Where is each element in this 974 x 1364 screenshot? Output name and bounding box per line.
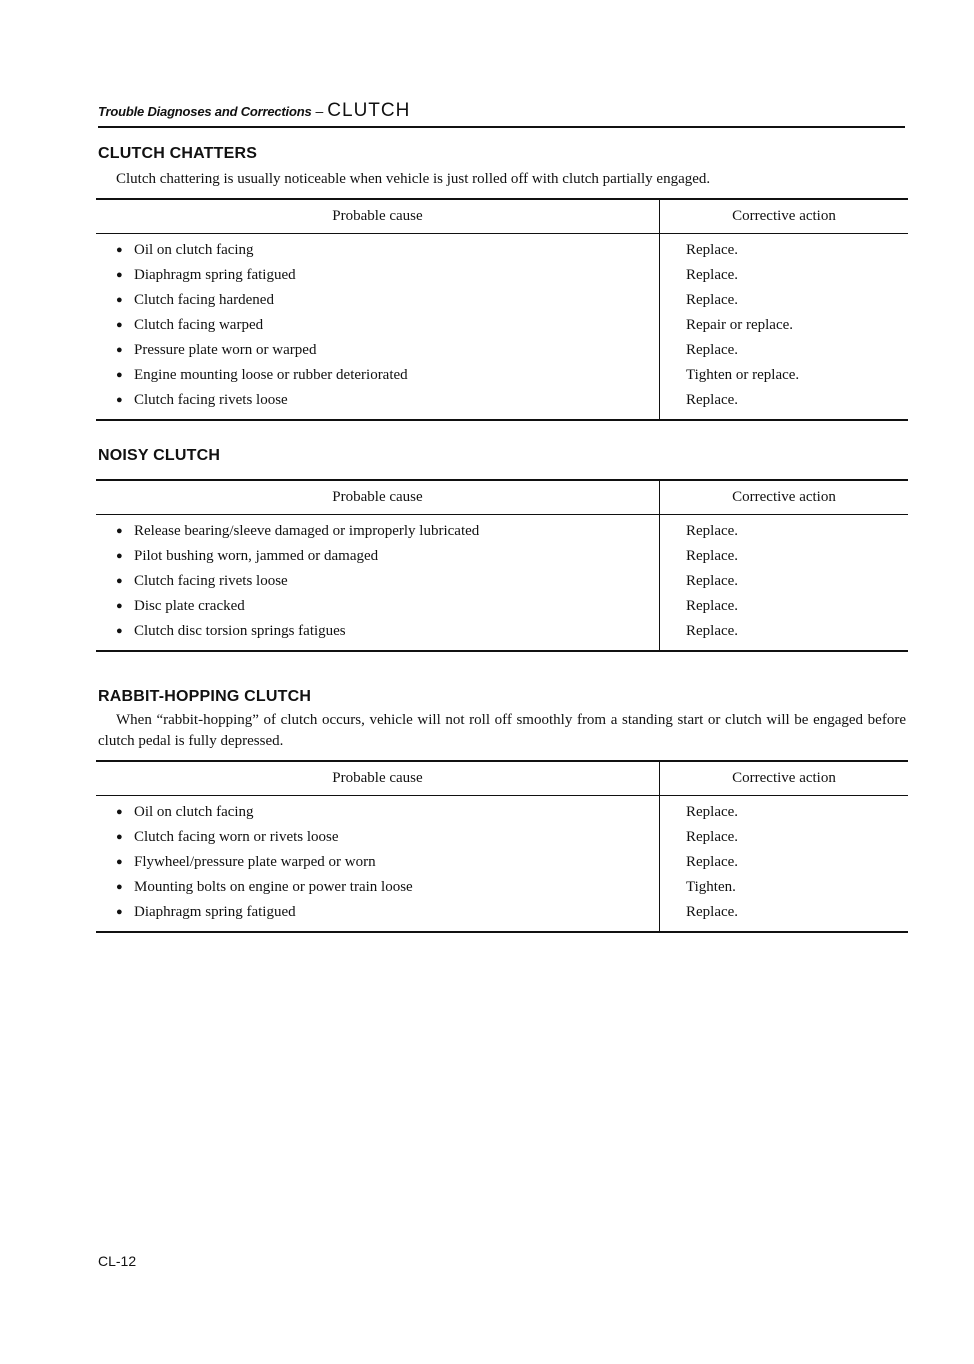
cause-text: Pilot bushing worn, jammed or damaged [134, 548, 379, 564]
cause-column [96, 515, 660, 650]
cause-text: Clutch disc torsion springs fatigues [134, 623, 346, 639]
table-clutch-chatters [96, 198, 908, 421]
cause-row [96, 338, 659, 363]
bullet-icon: ● [116, 600, 123, 612]
cause-row [96, 263, 659, 288]
cause-text: Oil on clutch facing [134, 242, 254, 258]
action-text: Replace. [686, 854, 739, 870]
cause-text: Clutch facing rivets loose [134, 573, 288, 589]
cause-text: Engine mounting loose or rubber deteriorated [134, 367, 408, 383]
action-text: Replace. [686, 523, 739, 539]
cause-row [96, 388, 659, 413]
cause-column [96, 796, 660, 931]
cause-row [96, 569, 659, 594]
cause-row [96, 825, 659, 850]
cause-text: Oil on clutch facing [134, 804, 254, 820]
action-column [660, 234, 908, 419]
section-description-rabbit-hopping-clutch: When “rabbit-hopping” of clutch occurs, vehicle will not roll off smoothly from a standing start or clutch will be engaged before clutch pedal is fully depressed. [98, 712, 906, 749]
bullet-icon: ● [116, 856, 123, 868]
action-text: Replace. [686, 804, 739, 820]
header-chapter-title: CLUTCH [327, 100, 411, 121]
column-header-corrective-action: Corrective action [732, 489, 836, 505]
cause-row [96, 594, 659, 619]
page-header [98, 100, 905, 128]
cause-row [96, 544, 659, 569]
cause-row [96, 288, 659, 313]
cause-text: Clutch facing worn or rivets loose [134, 829, 339, 845]
bullet-icon: ● [116, 881, 123, 893]
bullet-icon: ● [116, 525, 123, 537]
table-header [96, 198, 908, 234]
action-text: Tighten or replace. [686, 367, 800, 383]
action-text: Replace. [686, 292, 739, 308]
cause-column [96, 234, 660, 419]
cause-text: Diaphragm spring fatigued [134, 267, 296, 283]
bullet-icon: ● [116, 294, 123, 306]
cause-row [96, 619, 659, 644]
bullet-icon: ● [116, 625, 123, 637]
action-text: Replace. [686, 623, 739, 639]
cause-text: Diaphragm spring fatigued [134, 904, 296, 920]
cause-row [96, 875, 659, 900]
table-rabbit-hopping-clutch [96, 760, 908, 933]
bullet-icon: ● [116, 394, 123, 406]
cause-text: Clutch facing warped [134, 317, 264, 333]
bullet-icon: ● [116, 831, 123, 843]
action-column [660, 515, 908, 650]
section-description-clutch-chatters: Clutch chattering is usually noticeable when vehicle is just rolled off with clutch partially engaged. [116, 171, 711, 187]
cause-row [96, 900, 659, 925]
action-text: Tighten. [686, 879, 736, 895]
action-text: Replace. [686, 267, 739, 283]
table-header [96, 760, 908, 796]
action-text: Repair or replace. [686, 317, 794, 333]
cause-text: Mounting bolts on engine or power train loose [134, 879, 413, 895]
action-text: Replace. [686, 342, 739, 358]
section-title-clutch-chatters: CLUTCH CHATTERS [98, 145, 258, 162]
action-text: Replace. [686, 392, 739, 408]
header-separator: – [315, 103, 324, 119]
column-header-probable-cause: Probable cause [96, 481, 660, 514]
action-text: Replace. [686, 904, 739, 920]
bullet-icon: ● [116, 906, 123, 918]
header-section-title: Trouble Diagnoses and Corrections [98, 104, 312, 119]
cause-text: Clutch facing rivets loose [134, 392, 288, 408]
bullet-icon: ● [116, 269, 123, 281]
cause-text: Flywheel/pressure plate warped or worn [134, 854, 376, 870]
table-header [96, 479, 908, 515]
column-header-corrective-action: Corrective action [732, 208, 836, 224]
table-body [96, 796, 908, 933]
bullet-icon: ● [116, 369, 123, 381]
cause-text: Pressure plate worn or warped [134, 342, 317, 358]
page-number: CL-12 [98, 1253, 137, 1269]
table-noisy-clutch [96, 479, 908, 652]
action-text: Replace. [686, 548, 739, 564]
cause-row [96, 800, 659, 825]
bullet-icon: ● [116, 550, 123, 562]
bullet-icon: ● [116, 319, 123, 331]
action-text: Replace. [686, 598, 739, 614]
action-text: Replace. [686, 829, 739, 845]
cause-text: Clutch facing hardened [134, 292, 274, 308]
action-text: Replace. [686, 573, 739, 589]
column-header-corrective-action: Corrective action [732, 770, 836, 786]
cause-row [96, 313, 659, 338]
cause-row [96, 519, 659, 544]
cause-text: Disc plate cracked [134, 598, 245, 614]
bullet-icon: ● [116, 344, 123, 356]
column-header-probable-cause: Probable cause [96, 762, 660, 795]
table-body [96, 234, 908, 421]
table-body [96, 515, 908, 652]
cause-row [96, 238, 659, 263]
action-text: Replace. [686, 242, 739, 258]
cause-row [96, 363, 659, 388]
bullet-icon: ● [116, 244, 123, 256]
column-header-probable-cause: Probable cause [96, 200, 660, 233]
bullet-icon: ● [116, 806, 123, 818]
section-title-noisy-clutch: NOISY CLUTCH [98, 447, 221, 464]
cause-row [96, 850, 659, 875]
action-column [660, 796, 908, 931]
bullet-icon: ● [116, 575, 123, 587]
section-title-rabbit-hopping-clutch: RABBIT-HOPPING CLUTCH [98, 688, 312, 705]
cause-text: Release bearing/sleeve damaged or improperly lubricated [134, 523, 480, 539]
